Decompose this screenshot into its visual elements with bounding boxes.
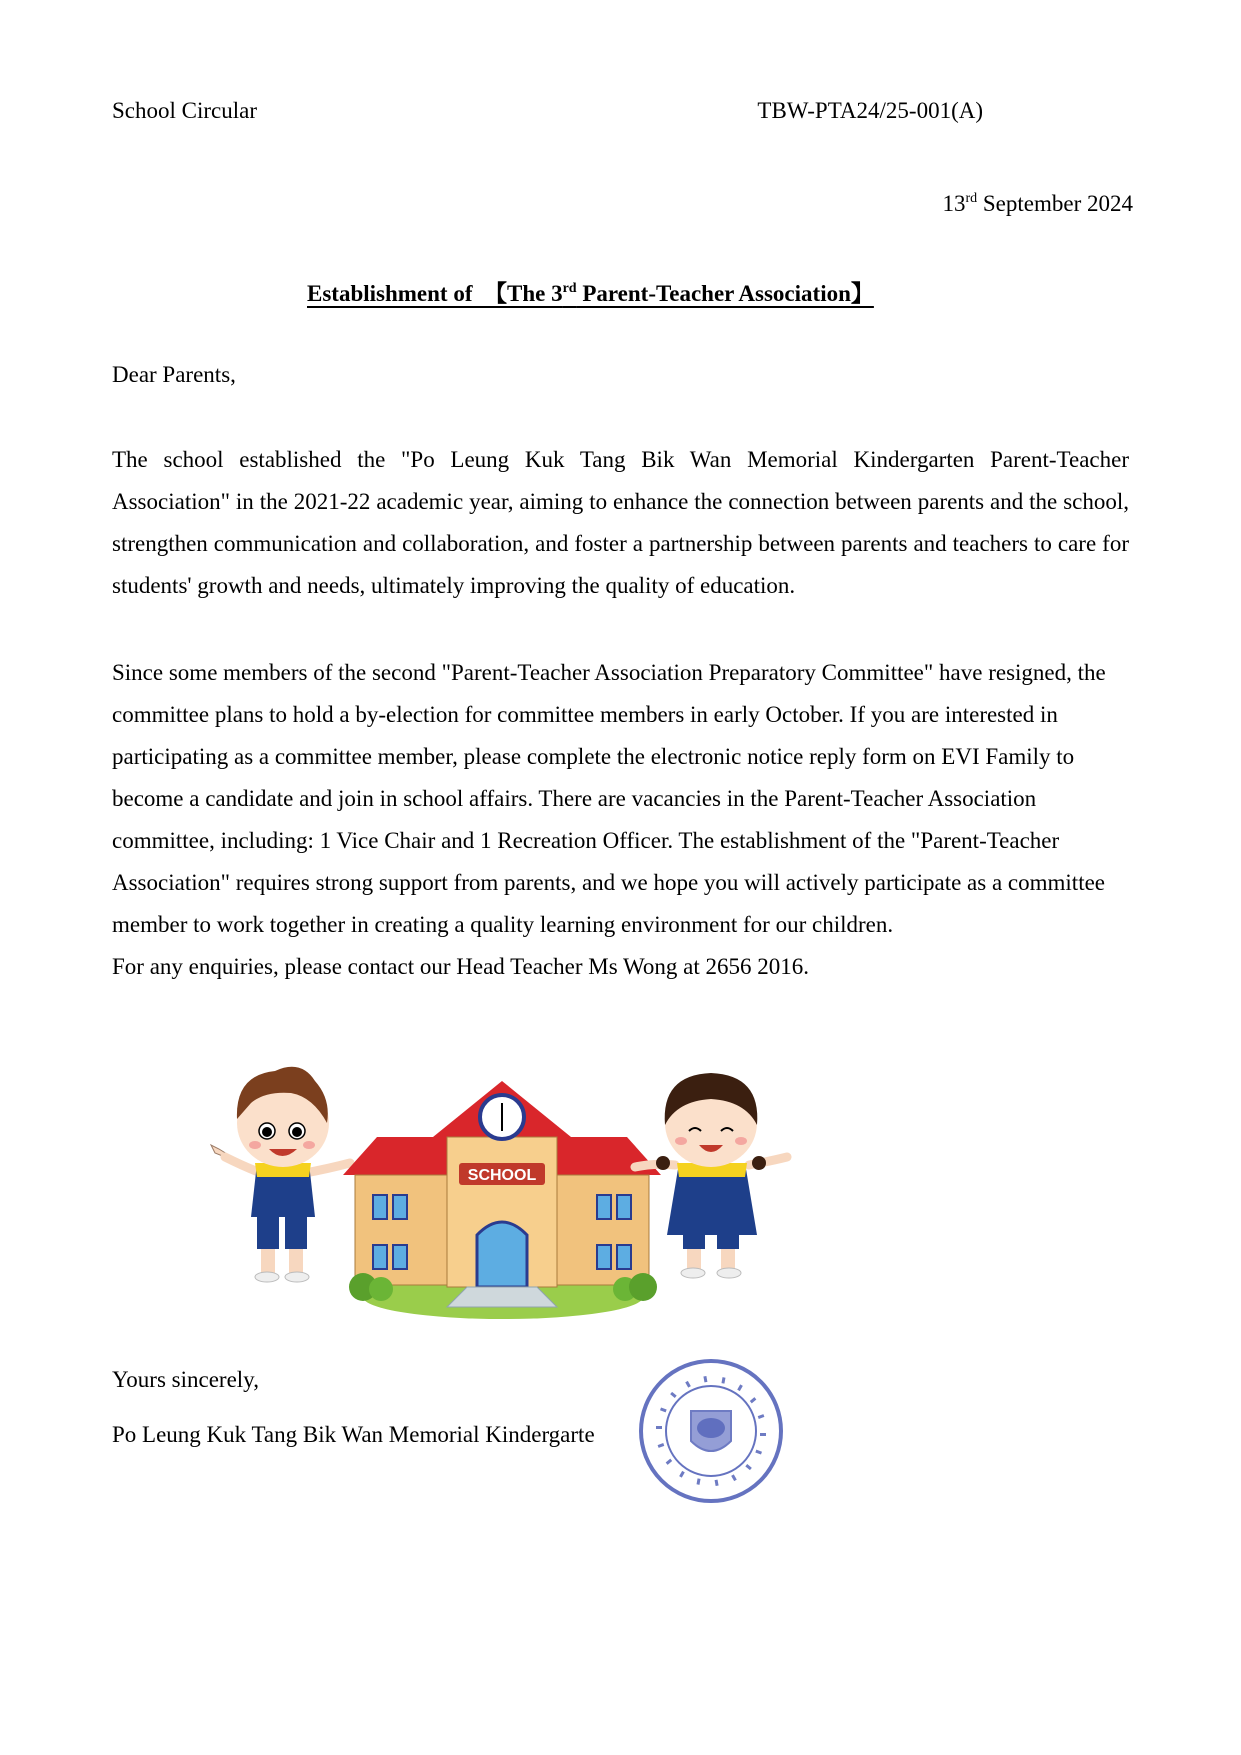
- paragraph-introduction: The school established the "Po Leung Kuk Tang Bik Wan Memorial Kindergarten Parent-Teacher Association" in the 2021-22 academic year, aiming to enhance the connection between parents and the school, strengthen communication and collaboration, and foster a partnership between parents and teachers to care for students' growth and needs, ultimately improving the quality of education.: [112, 447, 1129, 598]
- title-prefix: Establishment of 【The 3: [307, 281, 563, 306]
- title-suffix: rd: [562, 281, 577, 296]
- school-children-illustration: [205, 1045, 805, 1335]
- circular-title: [307, 275, 874, 308]
- date-day: 13: [942, 191, 966, 216]
- closing-line: Yours sincerely,: [112, 1367, 259, 1392]
- date-suffix: rd: [965, 191, 978, 206]
- boy-figure: [211, 1067, 350, 1282]
- school-seal-stamp: [636, 1356, 786, 1506]
- salutation: Dear Parents,: [112, 362, 236, 387]
- date-rest: September 2024: [977, 191, 1133, 216]
- school-sign-text: SCHOOL: [467, 1167, 537, 1184]
- girl-figure: [635, 1073, 787, 1278]
- signature-line: Po Leung Kuk Tang Bik Wan Memorial Kindergarte: [112, 1422, 595, 1447]
- reference-number: TBW-PTA24/25-001(A): [757, 98, 983, 123]
- paragraph-enquiries: For any enquiries, please contact our Head Teacher Ms Wong at 2656 2016.: [112, 954, 809, 979]
- paragraph-by-election-text: Since some members of the second "Parent-Teacher Association Preparatory Committee" have resigned, the committee plans to hold a by-election for committee members in early October. If you are interested in participating as a committee member, please complete the electronic notice reply form on EVI Family to become a candidate and join in school affairs. There are vacancies in the Parent-Teacher Association committee, including: 1 Vice Chair and 1 Recreation Officer. The establishment of the "Parent-Teacher Association" requires strong support from parents, and we hope you will actively participate as a committee member to work together in creating a quality learning environment for our children.: [112, 660, 1106, 937]
- school-building: [343, 1081, 661, 1319]
- paragraph-by-election: [112, 652, 1129, 988]
- circular-date: [942, 191, 1133, 217]
- circular-type-label: School Circular: [112, 98, 257, 123]
- title-rest: Parent-Teacher Association】: [576, 281, 874, 306]
